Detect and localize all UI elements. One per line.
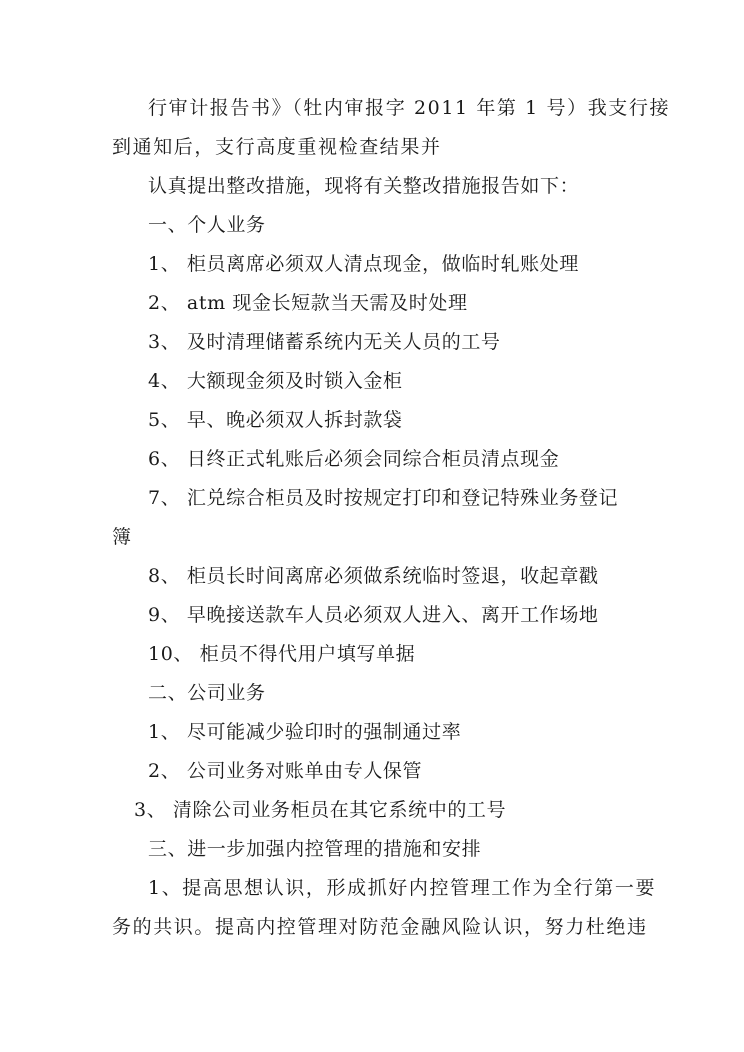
section2-item: 3、 清除公司业务柜员在其它系统中的工号 xyxy=(134,799,507,821)
section2-heading: 二、公司业务 xyxy=(148,682,266,704)
section2-item: 2、 公司业务对账单由专人保管 xyxy=(148,760,423,782)
section3-paragraph-line-1: 1、提高思想认识，形成抓好内控管理工作为全行第一要 xyxy=(148,877,657,899)
intro-line-2: 到通知后，支行高度重视检查结果并 xyxy=(112,136,442,158)
section2-item: 1、 尽可能减少验印时的强制通过率 xyxy=(148,721,462,743)
section1-item: 1、 柜员离席必须双人清点现金，做临时轧账处理 xyxy=(148,253,579,275)
section3-paragraph-line-2: 务的共识。提高内控管理对防范金融风险认识，努力杜绝违 xyxy=(112,916,648,938)
section1-heading: 一、个人业务 xyxy=(148,214,266,236)
section1-item: 3、 及时清理储蓄系统内无关人员的工号 xyxy=(148,331,501,353)
intro-line-3: 认真提出整改措施，现将有关整改措施报告如下： xyxy=(148,175,580,197)
section1-item: 4、 大额现金须及时锁入金柜 xyxy=(148,370,403,392)
section1-item: 8、 柜员长时间离席必须做系统临时签退，收起章戳 xyxy=(148,565,599,587)
section1-item: 10、 柜员不得代用户填写单据 xyxy=(148,643,416,665)
section1-item: 2、 atm 现金长短款当天需及时处理 xyxy=(148,292,468,314)
section3-heading: 三、进一步加强内控管理的措施和安排 xyxy=(148,838,482,860)
section1-item: 9、 早晚接送款车人员必须双人进入、离开工作场地 xyxy=(148,604,599,626)
section1-item: 7、 汇兑综合柜员及时按规定打印和登记特殊业务登记 xyxy=(148,487,619,509)
section1-item-continuation: 簿 xyxy=(112,526,132,548)
section1-item: 6、 日终正式轧账后必须会同综合柜员清点现金 xyxy=(148,448,560,470)
intro-line-1: 行审计报告书》（牡内审报字 2011 年第 1 号）我支行接 xyxy=(148,97,671,119)
section1-item: 5、 早、晚必须双人拆封款袋 xyxy=(148,409,403,431)
